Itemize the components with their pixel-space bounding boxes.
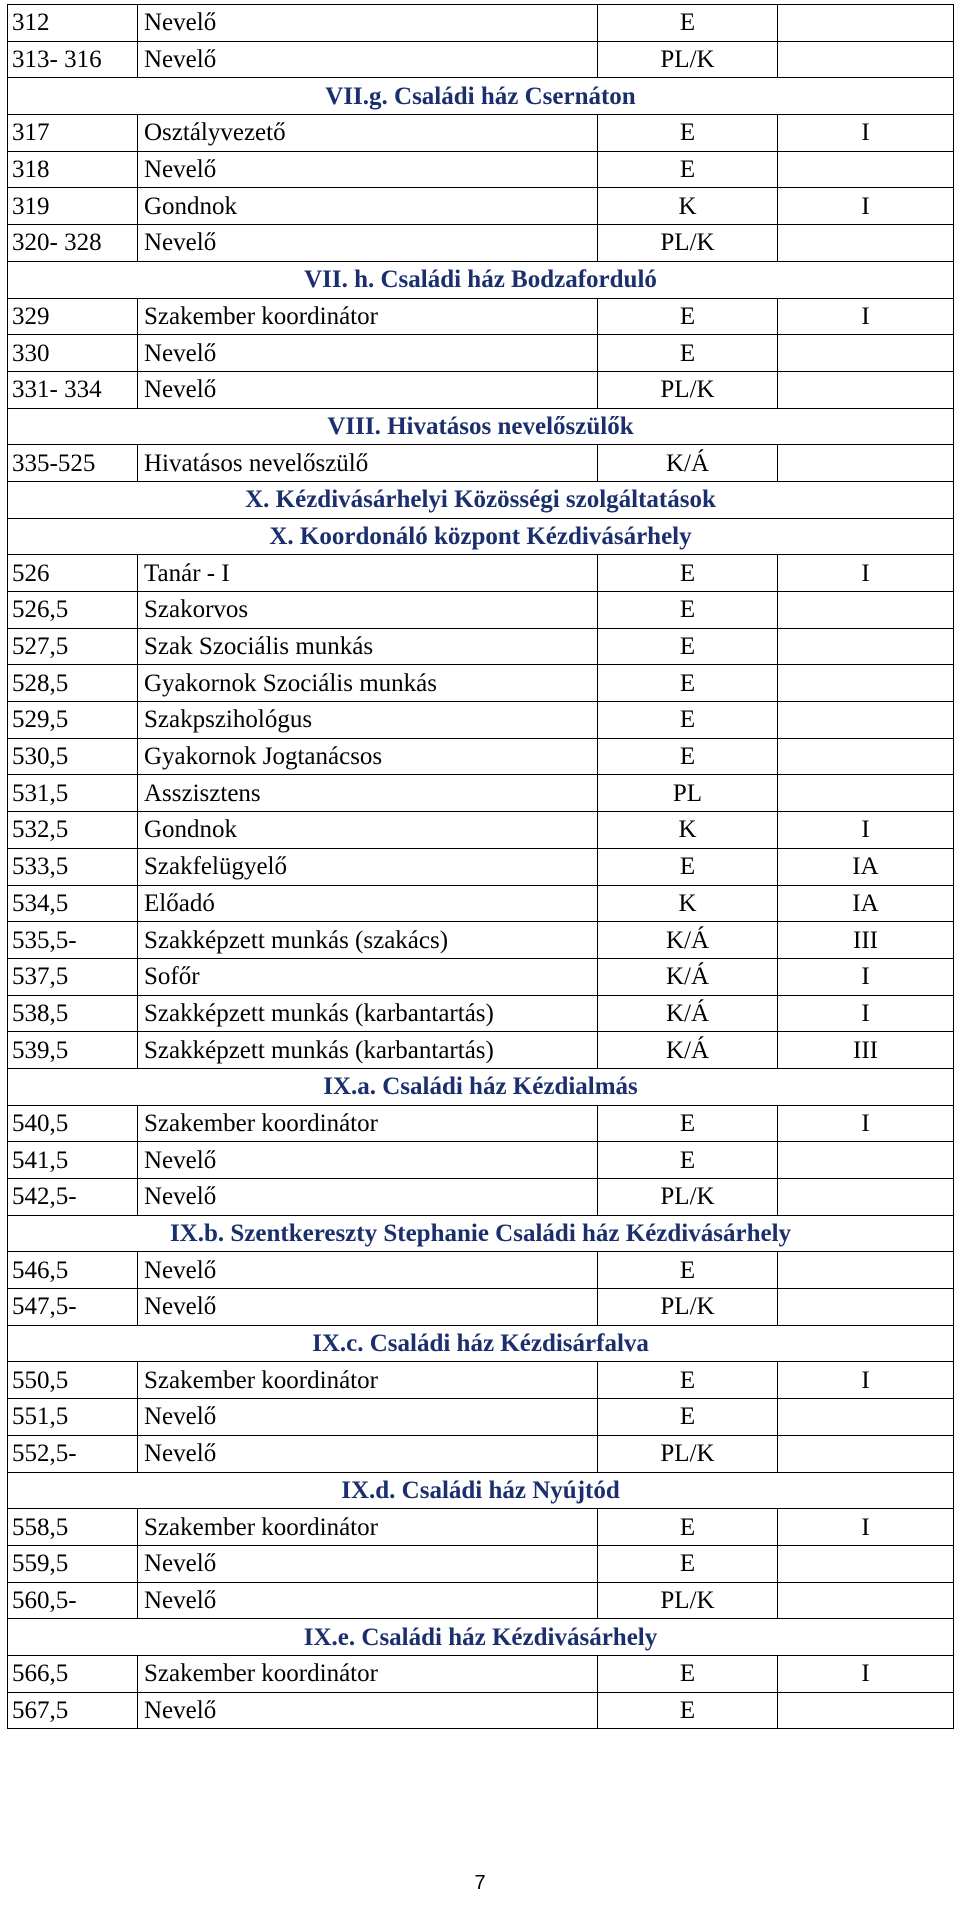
position-number-cell: 560,5- xyxy=(8,1582,138,1619)
category-cell: K/Á xyxy=(598,995,778,1032)
section-title: IX.c. Családi ház Kézdisárfalva xyxy=(8,1325,954,1362)
category-cell: E xyxy=(598,1362,778,1399)
position-number-cell: 541,5 xyxy=(8,1142,138,1179)
section-header-row xyxy=(8,1068,954,1105)
job-title-cell: Nevelő xyxy=(138,151,598,188)
table-row xyxy=(8,5,954,42)
position-number-cell: 335-525 xyxy=(8,445,138,482)
position-number-cell: 567,5 xyxy=(8,1692,138,1729)
category-cell: K xyxy=(598,188,778,225)
section-title: IX.e. Családi ház Kézdivásárhely xyxy=(8,1619,954,1656)
category-cell: E xyxy=(598,592,778,629)
job-title-cell: Osztályvezető xyxy=(138,115,598,152)
table-row xyxy=(8,1289,954,1326)
category-cell: E xyxy=(598,702,778,739)
page-number: 7 xyxy=(474,1872,486,1894)
category-cell: E xyxy=(598,1252,778,1289)
table-row xyxy=(8,1655,954,1692)
table-row xyxy=(8,1362,954,1399)
grade-cell: I xyxy=(778,995,954,1032)
grade-cell xyxy=(778,5,954,42)
position-number-cell: 533,5 xyxy=(8,848,138,885)
category-cell: PL/K xyxy=(598,1582,778,1619)
category-cell: E xyxy=(598,1692,778,1729)
position-number-cell: 539,5 xyxy=(8,1032,138,1069)
section-header-row xyxy=(8,481,954,518)
job-title-cell: Szakorvos xyxy=(138,592,598,629)
job-title-cell: Nevelő xyxy=(138,371,598,408)
table-row xyxy=(8,188,954,225)
category-cell: PL/K xyxy=(598,1435,778,1472)
table-row xyxy=(8,592,954,629)
section-header-row xyxy=(8,1325,954,1362)
grade-cell xyxy=(778,628,954,665)
position-number-cell: 330 xyxy=(8,335,138,372)
grade-cell: I xyxy=(778,555,954,592)
position-number-cell: 526 xyxy=(8,555,138,592)
table-row xyxy=(8,555,954,592)
job-title-cell: Nevelő xyxy=(138,1692,598,1729)
grade-cell: I xyxy=(778,1509,954,1546)
table-row xyxy=(8,885,954,922)
category-cell: E xyxy=(598,1399,778,1436)
table-row xyxy=(8,1142,954,1179)
category-cell: K/Á xyxy=(598,958,778,995)
grade-cell xyxy=(778,1692,954,1729)
category-cell: PL/K xyxy=(598,225,778,262)
category-cell: K/Á xyxy=(598,445,778,482)
category-cell: K/Á xyxy=(598,1032,778,1069)
table-body xyxy=(8,5,954,1729)
table-row xyxy=(8,812,954,849)
table-row xyxy=(8,1105,954,1142)
position-number-cell: 542,5- xyxy=(8,1179,138,1216)
job-title-cell: Szakképzett munkás (karbantartás) xyxy=(138,995,598,1032)
category-cell: E xyxy=(598,115,778,152)
table-row xyxy=(8,848,954,885)
position-number-cell: 532,5 xyxy=(8,812,138,849)
grade-cell: I xyxy=(778,812,954,849)
grade-cell: IA xyxy=(778,885,954,922)
grade-cell: I xyxy=(778,958,954,995)
job-title-cell: Szak Szociális munkás xyxy=(138,628,598,665)
job-title-cell: Gyakornok Szociális munkás xyxy=(138,665,598,702)
category-cell: E xyxy=(598,151,778,188)
category-cell: E xyxy=(598,1545,778,1582)
category-cell: E xyxy=(598,335,778,372)
job-title-cell: Gondnok xyxy=(138,812,598,849)
table-row xyxy=(8,1509,954,1546)
job-title-cell: Szakképzett munkás (karbantartás) xyxy=(138,1032,598,1069)
table-row xyxy=(8,1032,954,1069)
table-row xyxy=(8,225,954,262)
table-row xyxy=(8,738,954,775)
table-row xyxy=(8,445,954,482)
table-row xyxy=(8,1399,954,1436)
section-title: IX.a. Családi ház Kézdialmás xyxy=(8,1068,954,1105)
table-row xyxy=(8,1582,954,1619)
grade-cell xyxy=(778,1545,954,1582)
grade-cell: III xyxy=(778,1032,954,1069)
grade-cell xyxy=(778,445,954,482)
table-row xyxy=(8,371,954,408)
category-cell: K xyxy=(598,812,778,849)
position-number-cell: 527,5 xyxy=(8,628,138,665)
grade-cell xyxy=(778,1252,954,1289)
position-number-cell: 331- 334 xyxy=(8,371,138,408)
job-title-cell: Nevelő xyxy=(138,5,598,42)
table-row xyxy=(8,335,954,372)
position-number-cell: 535,5- xyxy=(8,922,138,959)
grade-cell xyxy=(778,41,954,78)
grade-cell xyxy=(778,738,954,775)
job-title-cell: Sofőr xyxy=(138,958,598,995)
job-title-cell: Gyakornok Jogtanácsos xyxy=(138,738,598,775)
position-number-cell: 547,5- xyxy=(8,1289,138,1326)
section-title: VII.g. Családi ház Csernáton xyxy=(8,78,954,115)
position-number-cell: 534,5 xyxy=(8,885,138,922)
table-row xyxy=(8,958,954,995)
job-title-cell: Nevelő xyxy=(138,1289,598,1326)
category-cell: E xyxy=(598,1142,778,1179)
section-title: IX.d. Családi ház Nyújtód xyxy=(8,1472,954,1509)
position-number-cell: 546,5 xyxy=(8,1252,138,1289)
grade-cell xyxy=(778,335,954,372)
section-title: VIII. Hivatásos nevelőszülők xyxy=(8,408,954,445)
category-cell: E xyxy=(598,848,778,885)
grade-cell xyxy=(778,371,954,408)
category-cell: PL/K xyxy=(598,41,778,78)
job-title-cell: Gondnok xyxy=(138,188,598,225)
grade-cell: I xyxy=(778,115,954,152)
category-cell: E xyxy=(598,555,778,592)
job-title-cell: Nevelő xyxy=(138,1545,598,1582)
table-row xyxy=(8,628,954,665)
grade-cell xyxy=(778,1399,954,1436)
job-title-cell: Szakember koordinátor xyxy=(138,1655,598,1692)
job-title-cell: Tanár - I xyxy=(138,555,598,592)
table-row xyxy=(8,1252,954,1289)
job-title-cell: Szakember koordinátor xyxy=(138,298,598,335)
table-row xyxy=(8,1435,954,1472)
job-title-cell: Szakfelügyelő xyxy=(138,848,598,885)
job-title-cell: Szakpszihológus xyxy=(138,702,598,739)
category-cell: E xyxy=(598,1509,778,1546)
grade-cell xyxy=(778,225,954,262)
job-title-cell: Nevelő xyxy=(138,1399,598,1436)
section-title: VII. h. Családi ház Bodzaforduló xyxy=(8,261,954,298)
grade-cell: I xyxy=(778,1105,954,1142)
category-cell: K xyxy=(598,885,778,922)
job-title-cell: Hivatásos nevelőszülő xyxy=(138,445,598,482)
section-header-row xyxy=(8,261,954,298)
position-number-cell: 318 xyxy=(8,151,138,188)
category-cell: E xyxy=(598,5,778,42)
section-title: X. Koordonáló központ Kézdivásárhely xyxy=(8,518,954,555)
category-cell: E xyxy=(598,298,778,335)
position-number-cell: 313- 316 xyxy=(8,41,138,78)
grade-cell xyxy=(778,775,954,812)
category-cell: E xyxy=(598,628,778,665)
staff-positions-table xyxy=(7,4,954,1729)
grade-cell: I xyxy=(778,1655,954,1692)
category-cell: PL/K xyxy=(598,371,778,408)
job-title-cell: Nevelő xyxy=(138,225,598,262)
section-header-row xyxy=(8,408,954,445)
grade-cell xyxy=(778,665,954,702)
table-row xyxy=(8,775,954,812)
position-number-cell: 530,5 xyxy=(8,738,138,775)
job-title-cell: Nevelő xyxy=(138,1179,598,1216)
job-title-cell: Nevelő xyxy=(138,1142,598,1179)
job-title-cell: Nevelő xyxy=(138,335,598,372)
grade-cell xyxy=(778,592,954,629)
table-row xyxy=(8,1179,954,1216)
position-number-cell: 320- 328 xyxy=(8,225,138,262)
section-header-row xyxy=(8,1472,954,1509)
position-number-cell: 317 xyxy=(8,115,138,152)
position-number-cell: 566,5 xyxy=(8,1655,138,1692)
table-row xyxy=(8,115,954,152)
grade-cell: I xyxy=(778,298,954,335)
position-number-cell: 312 xyxy=(8,5,138,42)
grade-cell: IA xyxy=(778,848,954,885)
grade-cell xyxy=(778,1435,954,1472)
category-cell: E xyxy=(598,1655,778,1692)
job-title-cell: Szakember koordinátor xyxy=(138,1105,598,1142)
staff-table-page xyxy=(7,4,953,1729)
section-header-row xyxy=(8,78,954,115)
grade-cell xyxy=(778,702,954,739)
category-cell: PL/K xyxy=(598,1179,778,1216)
table-row xyxy=(8,702,954,739)
job-title-cell: Nevelő xyxy=(138,41,598,78)
grade-cell xyxy=(778,1142,954,1179)
table-row xyxy=(8,151,954,188)
job-title-cell: Előadó xyxy=(138,885,598,922)
section-header-row xyxy=(8,1619,954,1656)
section-header-row xyxy=(8,1215,954,1252)
job-title-cell: Nevelő xyxy=(138,1252,598,1289)
position-number-cell: 550,5 xyxy=(8,1362,138,1399)
category-cell: K/Á xyxy=(598,922,778,959)
job-title-cell: Szakképzett munkás (szakács) xyxy=(138,922,598,959)
category-cell: E xyxy=(598,665,778,702)
table-row xyxy=(8,995,954,1032)
table-row xyxy=(8,665,954,702)
position-number-cell: 329 xyxy=(8,298,138,335)
position-number-cell: 531,5 xyxy=(8,775,138,812)
job-title-cell: Szakember koordinátor xyxy=(138,1362,598,1399)
grade-cell: I xyxy=(778,188,954,225)
position-number-cell: 529,5 xyxy=(8,702,138,739)
position-number-cell: 540,5 xyxy=(8,1105,138,1142)
table-row xyxy=(8,298,954,335)
position-number-cell: 537,5 xyxy=(8,958,138,995)
grade-cell xyxy=(778,1179,954,1216)
job-title-cell: Nevelő xyxy=(138,1582,598,1619)
grade-cell: I xyxy=(778,1362,954,1399)
position-number-cell: 552,5- xyxy=(8,1435,138,1472)
grade-cell: III xyxy=(778,922,954,959)
section-title: X. Kézdivásárhelyi Közösségi szolgáltatások xyxy=(8,481,954,518)
section-title: IX.b. Szentkereszty Stephanie Családi ház Kézdivásárhely xyxy=(8,1215,954,1252)
table-row xyxy=(8,922,954,959)
position-number-cell: 319 xyxy=(8,188,138,225)
grade-cell xyxy=(778,151,954,188)
job-title-cell: Asszisztens xyxy=(138,775,598,812)
position-number-cell: 538,5 xyxy=(8,995,138,1032)
position-number-cell: 559,5 xyxy=(8,1545,138,1582)
position-number-cell: 528,5 xyxy=(8,665,138,702)
job-title-cell: Szakember koordinátor xyxy=(138,1509,598,1546)
position-number-cell: 526,5 xyxy=(8,592,138,629)
job-title-cell: Nevelő xyxy=(138,1435,598,1472)
grade-cell xyxy=(778,1289,954,1326)
grade-cell xyxy=(778,1582,954,1619)
category-cell: E xyxy=(598,738,778,775)
position-number-cell: 558,5 xyxy=(8,1509,138,1546)
category-cell: PL/K xyxy=(598,1289,778,1326)
section-header-row xyxy=(8,518,954,555)
table-row xyxy=(8,1692,954,1729)
category-cell: E xyxy=(598,1105,778,1142)
position-number-cell: 551,5 xyxy=(8,1399,138,1436)
table-row xyxy=(8,1545,954,1582)
category-cell: PL xyxy=(598,775,778,812)
table-row xyxy=(8,41,954,78)
